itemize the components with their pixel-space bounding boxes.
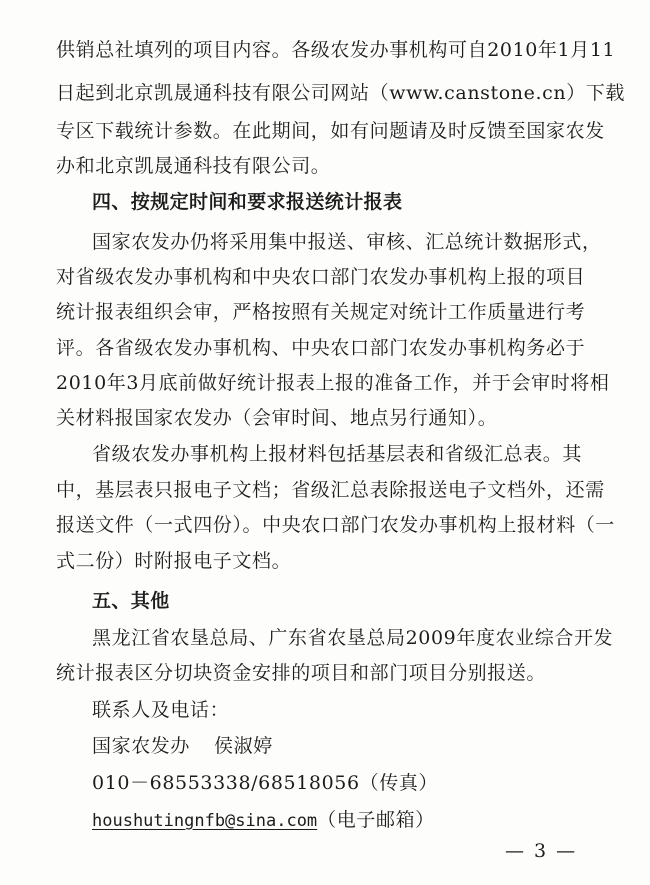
paragraph-line: 日起到北京凯晟通科技有限公司网站（www.canstone.cn）下载 [56, 82, 626, 104]
contact-phone: 010－68553338/68518056（传真） [92, 772, 439, 794]
paragraph-line: 中，基层表只报电子文档；省级汇总表除报送电子文档外，还需 [56, 479, 605, 501]
page-number: — 3 — [505, 840, 578, 862]
paragraph-line: 专区下载统计参数。在此期间，如有问题请及时反馈至国家农发 [56, 120, 605, 142]
contact-label: 联系人及电话： [92, 699, 230, 721]
paragraph-line: 对省级农发办事机构和中央农口部门农发办事机构上报的项目 [56, 266, 586, 288]
paragraph-line: 关材料报国家农发办（会审时间、地点另行通知）。 [56, 407, 498, 429]
contact-person [92, 733, 273, 759]
contact-organization: 国家农发办 [92, 735, 191, 757]
paragraph-line: 国家农发办仍将采用集中报送、审核、汇总统计数据形式， [92, 231, 602, 253]
paragraph-line: 2010年3月底前做好统计报表上报的准备工作，并于会审时将相 [56, 372, 610, 394]
paragraph-line: 报送文件（一式四份）。中央农口部门农发办事机构上报材料（一 [56, 514, 615, 536]
email-link[interactable]: houshutingnfb@sina.com [92, 811, 318, 831]
paragraph-line: 统计报表组织会审，严格按照有关规定对统计工作质量进行考 [56, 301, 586, 323]
paragraph-line: 统计报表区分切块资金安排的项目和部门项目分别报送。 [56, 662, 547, 684]
contact-email-line [92, 807, 435, 834]
section-heading-4: 四、按规定时间和要求报送统计报表 [92, 191, 403, 213]
paragraph-line: 黑龙江省农垦总局、广东省农垦总局2009年度农业综合开发 [92, 627, 614, 649]
section-heading-5: 五、其他 [92, 590, 170, 612]
paragraph-line: 供销总社填列的项目内容。各级农发办事机构可自2010年1月11 [56, 39, 616, 61]
paragraph-line: 办和北京凯晟通科技有限公司。 [56, 155, 331, 177]
paragraph-line: 评。各省级农发办事机构、中央农口部门农发办事机构务必于 [56, 337, 586, 359]
paragraph-line: 式二份）时附报电子文档。 [56, 550, 292, 572]
contact-name: 侯淑婷 [214, 735, 273, 757]
paragraph-line: 省级农发办事机构上报材料包括基层表和省级汇总表。其 [92, 443, 583, 465]
email-note: （电子邮箱） [317, 809, 435, 831]
